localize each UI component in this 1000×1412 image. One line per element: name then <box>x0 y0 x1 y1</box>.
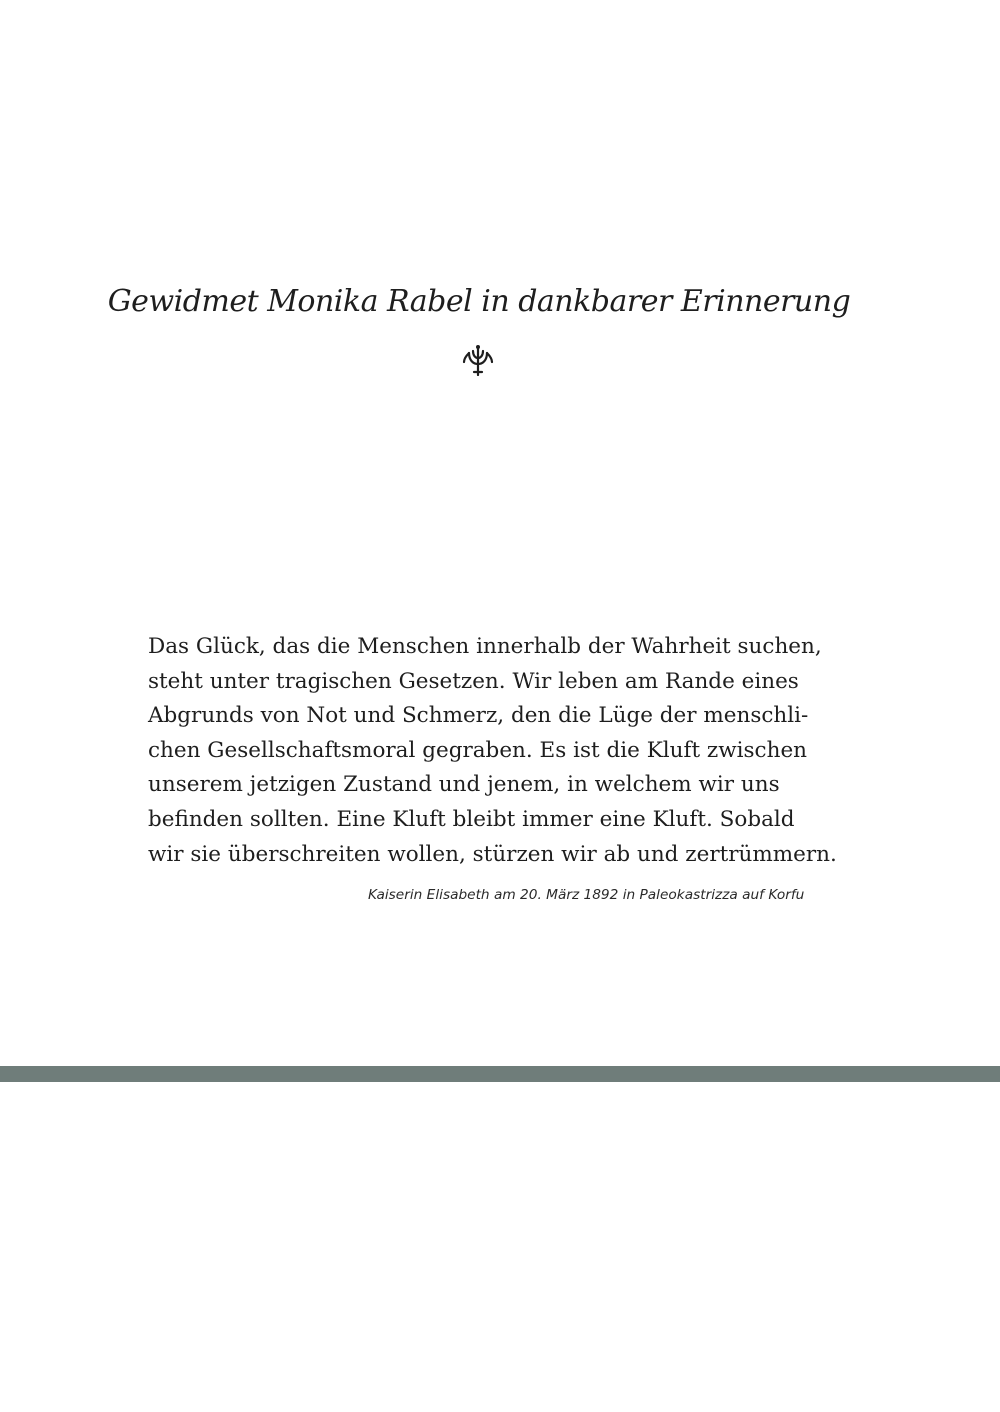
fleuron-icon <box>461 342 495 376</box>
decorative-band <box>0 1066 1000 1082</box>
dedication-line: Gewidmet Monika Rabel in dankbarer Erinnerung <box>107 284 851 319</box>
ornament-bud <box>476 345 480 349</box>
quote-line: Das Glück, das die Menschen innerhalb der Wahrheit suchen, <box>148 634 822 659</box>
quote-line: unserem jetzigen Zustand und jenem, in welchem wir uns <box>148 772 780 798</box>
quote-line: Abgrunds von Not und Schmerz, den die Lüge der menschli- <box>148 703 809 729</box>
quote-block <box>148 630 838 872</box>
quote-attribution: Kaiserin Elisabeth am 20. März 1892 in Paleokastrizza auf Korfu <box>368 887 805 903</box>
quote-line: befinden sollten. Eine Kluft bleibt immer eine Kluft. Sobald <box>148 806 795 832</box>
quote-line: chen Gesellschaftsmoral gegraben. Es ist die Kluft zwischen <box>148 737 808 763</box>
quote-line: steht unter tragischen Gesetzen. Wir leben am Rande eines <box>148 668 799 694</box>
quote-line: wir sie überschreiten wollen, stürzen wir ab und zertrümmern. <box>148 841 837 867</box>
